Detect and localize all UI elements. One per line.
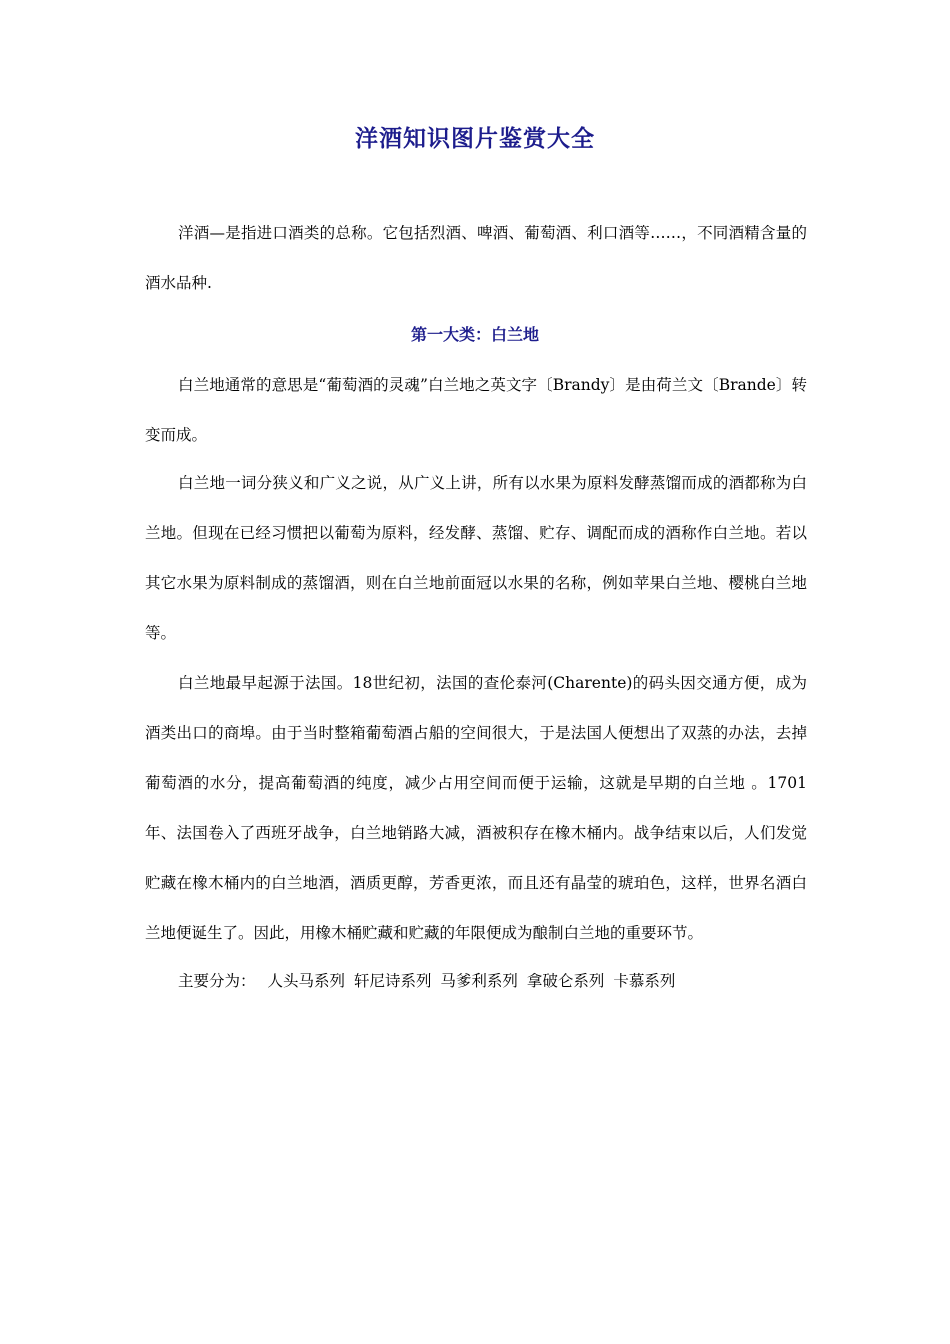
series-label: 主要分为：: [178, 972, 256, 990]
intro-paragraph: 洋酒—是指进口酒类的总称。它包括烈酒、啤酒、葡萄酒、利口酒等……，不同酒精含量的酒水品种.: [145, 224, 807, 292]
paragraph-brandy-definition: 白兰地一词分狭义和广义之说，从广义上讲，所有以水果为原料发酵蒸馏而成的酒都称为白兰地。但现在已经习惯把以葡萄为原料，经发酵、蒸馏、贮存、调配而成的酒称作白兰地。若以其它水果为原料制成的蒸馏酒，则在白兰地前面冠以水果的名称，例如苹果白兰地、樱桃白兰地等。: [145, 474, 807, 642]
series-item: 马爹利系列: [440, 972, 518, 990]
section-heading: 第一大类：白兰地: [410, 325, 539, 344]
series-item: 卡慕系列: [613, 972, 676, 990]
document-title: 洋酒知识图片鉴赏大全: [355, 126, 595, 152]
series-item: 轩尼诗系列: [353, 972, 432, 990]
series-item: 拿破仑系列: [526, 972, 605, 990]
paragraph-brandy-history: 白兰地最早起源于法国。18世纪初，法国的查伦泰河(Charente)的码头因交通方便，成为酒类出口的商埠。由于当时整箱葡萄酒占船的空间很大，于是法国人便想出了双蒸的办法，去掉葡萄酒的水分，提高葡萄酒的纯度，减少占用空间而便于运输，这就是早期的白兰地 。1701年、法国卷入了西班牙战争，白兰地销路大减，酒被积存在橡木桶内。战争结束以后，人们发觉贮藏在橡木桶内的白兰地酒，酒质更醇，芳香更浓，而且还有晶莹的琥珀色，这样，世界名酒白兰地便诞生了。因此，用橡木桶贮藏和贮藏的年限便成为酿制白兰地的重要环节。: [145, 674, 807, 942]
paragraph-brandy-meaning: 白兰地通常的意思是“葡萄酒的灵魂”白兰地之英文字〔Brandy〕是由荷兰文〔Brande〕转变而成。: [145, 376, 807, 444]
series-list: [145, 956, 807, 1006]
series-item: 人头马系列: [267, 972, 346, 990]
